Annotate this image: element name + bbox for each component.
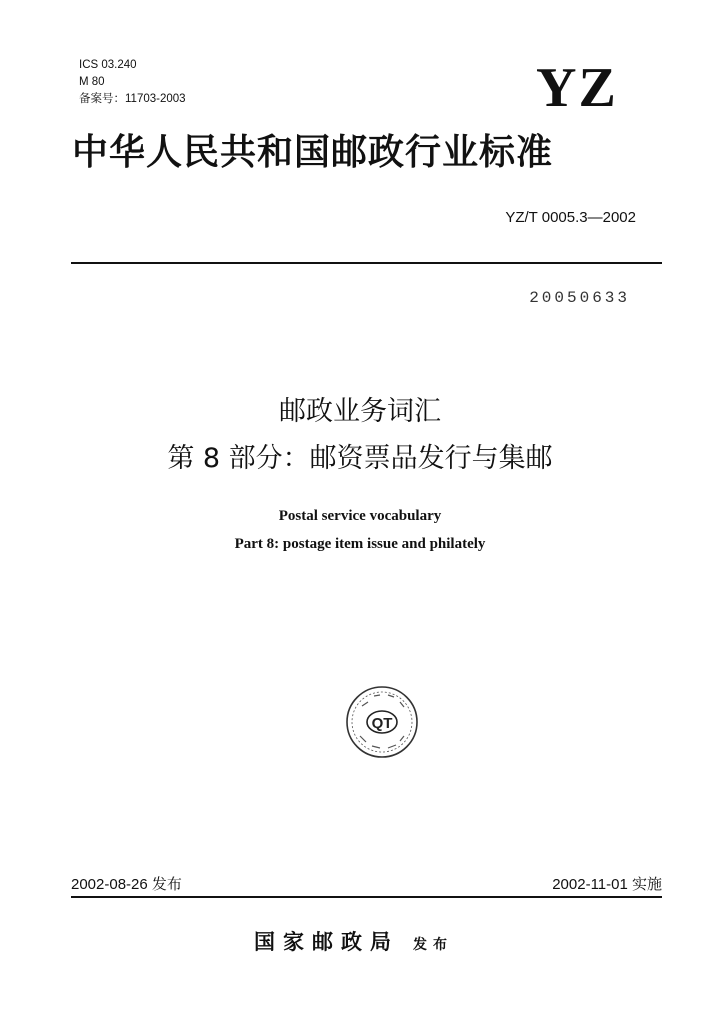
yz-logo: YZ [536,57,618,119]
standard-number: YZ/T 0005.3—2002 [505,209,636,226]
classification-codes [79,57,186,108]
publisher-org: 国家邮政局 [254,929,399,954]
english-title-line1: Postal service vocabulary [278,508,442,524]
top-divider [71,262,662,264]
implementation-date: 2002-11-01 实施 [552,876,662,893]
bottom-divider [71,896,662,898]
archive-stamp: 20050633 [529,289,630,307]
publisher [254,926,453,956]
chinese-title-line1: 邮政业务词汇 [279,396,441,427]
ccs-code: M 80 [79,76,105,88]
publisher-action: 发布 [413,937,453,953]
english-title-line2: Part 8: postage item issue and philately [234,536,486,552]
chinese-title-line2: 第 8 部分：邮资票品发行与集邮 [167,443,553,474]
quality-seal-icon [344,684,420,760]
seal-center-text: QT [371,715,393,732]
standard-title: 中华人民共和国邮政行业标准 [72,132,554,173]
ics-code: ICS 03.240 [79,59,137,71]
quality-seal [344,684,420,760]
record-number: 备案号：11703-2003 [79,93,186,105]
issue-date: 2002-08-26 发布 [71,876,182,893]
